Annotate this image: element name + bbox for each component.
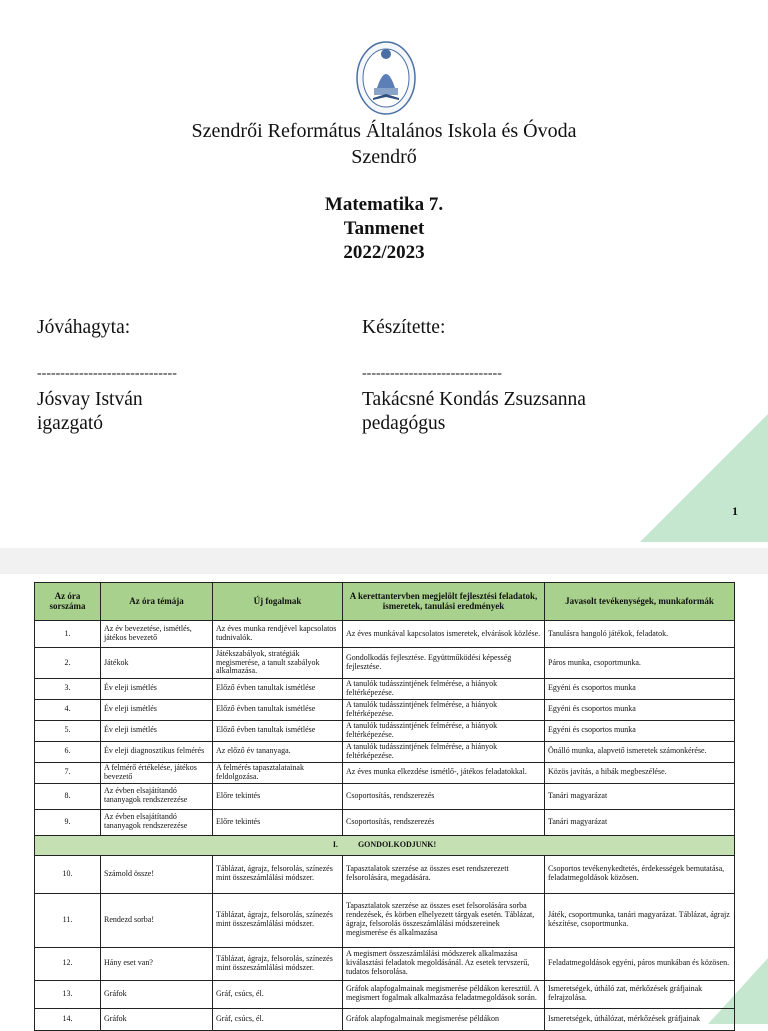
- cell-activities: Egyéni és csoportos munka: [545, 699, 735, 720]
- cell-development-goals: Gráfok alapfogalmainak megismerése példákon keresztül. A megismert fogalmak alkalmazása feladatmegoldások során.: [343, 980, 545, 1008]
- cell-development-goals: Csoportosítás, rendszerezés: [343, 783, 545, 809]
- signature-line-right: ------------------------------: [362, 366, 502, 381]
- table-header-row: [35, 583, 735, 621]
- table-row: [35, 762, 735, 783]
- table-row: [35, 980, 735, 1008]
- cell-lesson-number: 11.: [35, 893, 101, 947]
- header-activities: Javasolt tevékenységek, munkaformák: [545, 583, 735, 621]
- cell-development-goals: A tanulók tudásszintjének felmérése, a hiányok feltérképezése.: [343, 699, 545, 720]
- school-year: 2022/2023: [343, 242, 425, 263]
- cell-lesson-topic: Év eleji ismétlés: [101, 720, 213, 741]
- cell-activities: Közös javítás, a hibák megbeszélése.: [545, 762, 735, 783]
- school-seal-logo: [355, 40, 417, 120]
- cell-new-concepts: Előző évben tanultak ismétlése: [213, 720, 343, 741]
- principal-name: Jósvay István: [37, 389, 143, 410]
- cell-lesson-number: 12.: [35, 947, 101, 980]
- cell-new-concepts: Táblázat, ágrajz, felsorolás, színezés mint összeszámlálási módszer.: [213, 893, 343, 947]
- cell-lesson-number: 10.: [35, 855, 101, 893]
- table-row: [35, 809, 735, 835]
- institution-name: Szendrői Református Általános Iskola és Óvoda: [191, 120, 577, 142]
- cell-activities: Tanári magyarázat: [545, 783, 735, 809]
- cell-activities: Feladatmegoldások egyéni, páros munkában és közösen.: [545, 947, 735, 980]
- cell-new-concepts: A felmérés tapasztalatainak feldolgozása.: [213, 762, 343, 783]
- cell-lesson-number: 4.: [35, 699, 101, 720]
- cell-development-goals: Csoportosítás, rendszerezés: [343, 809, 545, 835]
- cell-activities: Csoportos tevékenykedtetés, érdekességek bemutatása, feladatmegoldások közösen.: [545, 855, 735, 893]
- institution-town: Szendrő: [351, 146, 417, 168]
- cell-lesson-number: 5.: [35, 720, 101, 741]
- cell-lesson-number: 2.: [35, 648, 101, 679]
- cell-lesson-topic: Az évben elsajátítandó tananyagok rendszerezése: [101, 809, 213, 835]
- table-row: [35, 893, 735, 947]
- header-lesson-topic: Az óra témája: [101, 583, 213, 621]
- cell-new-concepts: Az éves munka rendjével kapcsolatos tudnivalók.: [213, 621, 343, 648]
- table-row: [35, 855, 735, 893]
- lesson-plan-table: [34, 582, 735, 1031]
- cell-development-goals: Az éves munkával kapcsolatos ismeretek, elvárások közlése.: [343, 621, 545, 648]
- cell-lesson-number: 8.: [35, 783, 101, 809]
- prepared-by-label: Készítette:: [362, 317, 446, 338]
- teacher-name: Takácsné Kondás Zsuzsanna: [362, 389, 586, 410]
- cell-activities: Egyéni és csoportos munka: [545, 720, 735, 741]
- cell-new-concepts: Előző évben tanultak ismétlése: [213, 699, 343, 720]
- table-row: [35, 699, 735, 720]
- cell-activities: Páros munka, csoportmunka.: [545, 648, 735, 679]
- section-numeral: I.: [332, 839, 338, 849]
- cell-activities: Ismeretségek, úthálózat, mérkőzések gráfjainak: [545, 1008, 735, 1030]
- cell-development-goals: A megismert összeszámlálási módszerek alkalmazása kiválasztási feladatok megoldásánál. Az esetek tervszerű, tudatos felsorolása.: [343, 947, 545, 980]
- cell-lesson-number: 13.: [35, 980, 101, 1008]
- cell-lesson-topic: Év eleji ismétlés: [101, 679, 213, 700]
- cell-new-concepts: Táblázat, ágrajz, felsorolás, színezés mint összeszámlálási módszer.: [213, 855, 343, 893]
- cell-new-concepts: Játékszabályok, stratégiák megismerése, a tanult szabályok alkalmazása.: [213, 648, 343, 679]
- cell-development-goals: Az éves munka elkezdése ismétlő-, játékos feladatokkal.: [343, 762, 545, 783]
- cell-lesson-topic: Számold össze!: [101, 855, 213, 893]
- cell-new-concepts: Előző évben tanultak ismétlése: [213, 679, 343, 700]
- cell-development-goals: Tapasztalatok szerzése az összes eset rendszerezett felsorolására, megadására.: [343, 855, 545, 893]
- page-number: 1: [732, 504, 738, 518]
- cell-lesson-number: 6.: [35, 741, 101, 762]
- cell-lesson-topic: Hány eset van?: [101, 947, 213, 980]
- cell-lesson-topic: Gráfok: [101, 980, 213, 1008]
- cell-lesson-topic: Rendezd sorba!: [101, 893, 213, 947]
- section-title: GONDOLKODJUNK!: [357, 839, 437, 849]
- decorative-triangle: [640, 414, 768, 544]
- cell-lesson-number: 1.: [35, 621, 101, 648]
- cell-new-concepts: Gráf, csúcs, él.: [213, 980, 343, 1008]
- cell-lesson-number: 3.: [35, 679, 101, 700]
- cell-activities: Egyéni és csoportos munka: [545, 679, 735, 700]
- cell-activities: Ismeretségek, útháló zat, mérkőzések gráfjainak felrajzolása.: [545, 980, 735, 1008]
- cell-activities: Tanulásra hangoló játékok, feladatok.: [545, 621, 735, 648]
- cell-lesson-topic: Az év bevezetése, ismétlés, játékos bevezető: [101, 621, 213, 648]
- cell-lesson-number: 7.: [35, 762, 101, 783]
- cell-lesson-topic: Gráfok: [101, 1008, 213, 1030]
- cell-development-goals: A tanulók tudásszintjének felmérése, a hiányok feltérképezése.: [343, 679, 545, 700]
- page-gap: [0, 548, 768, 574]
- cell-lesson-topic: Év eleji ismétlés: [101, 699, 213, 720]
- document-type: Tanmenet: [343, 218, 425, 239]
- table-row: [35, 1008, 735, 1030]
- table-row: [35, 947, 735, 980]
- table-row: [35, 648, 735, 679]
- cell-lesson-topic: Év eleji diagnosztikus felmérés: [101, 741, 213, 762]
- signature-line-left: ------------------------------: [37, 366, 177, 381]
- cell-activities: Önálló munka, alapvető ismeretek számonkérése.: [545, 741, 735, 762]
- cell-lesson-topic: Az évben elsajátítandó tananyagok rendszerezése: [101, 783, 213, 809]
- header-lesson-number: Az óra sorszáma: [35, 583, 101, 621]
- teacher-role: pedagógus: [362, 413, 446, 434]
- approved-by-label: Jóváhagyta:: [37, 317, 131, 338]
- cell-new-concepts: Táblázat, ágrajz, felsorolás, színezés mint összeszámlálási módszer.: [213, 947, 343, 980]
- header-development-goals: A kerettantervben megjelölt fejlesztési feladatok, ismeretek, tanulási eredmények: [343, 583, 545, 621]
- cell-lesson-topic: A felmérő értékelése, játékos bevezető: [101, 762, 213, 783]
- principal-role: igazgató: [37, 413, 104, 434]
- cell-lesson-number: 14.: [35, 1008, 101, 1030]
- cell-activities: Játék, csoportmunka, tanári magyarázat. Táblázat, ágrajz készítése, csoportmunka.: [545, 893, 735, 947]
- cell-development-goals: Gráfok alapfogalmainak megismerése példákon: [343, 1008, 545, 1030]
- table-row: [35, 679, 735, 700]
- cell-new-concepts: Az előző év tananyaga.: [213, 741, 343, 762]
- section-row: [35, 835, 735, 855]
- cell-activities: Tanári magyarázat: [545, 809, 735, 835]
- cell-development-goals: Tapasztalatok szerzése az összes eset felsorolására sorba rendezések, és körben elhelyezett tárgyak esetén. Táblázat, ágrajz, felsorolás összeszámlálási módszereinek megismerése és alkalmazása: [343, 893, 545, 947]
- cell-development-goals: A tanulók tudásszintjének felmérése, a hiányok feltérképezése.: [343, 741, 545, 762]
- cell-new-concepts: Előre tekintés: [213, 783, 343, 809]
- table-row: [35, 720, 735, 741]
- table-row: [35, 621, 735, 648]
- cell-development-goals: Gondolkodás fejlesztése. Együttműködési képesség fejlesztése.: [343, 648, 545, 679]
- cell-new-concepts: Gráf, csúcs, él.: [213, 1008, 343, 1030]
- cell-development-goals: A tanulók tudásszintjének felmérése, a hiányok feltérképezése.: [343, 720, 545, 741]
- cell-new-concepts: Előre tekintés: [213, 809, 343, 835]
- table-row: [35, 783, 735, 809]
- header-new-concepts: Új fogalmak: [213, 583, 343, 621]
- subject-title: Matematika 7.: [324, 194, 444, 215]
- table-row: [35, 741, 735, 762]
- cell-lesson-topic: Játékok: [101, 648, 213, 679]
- cell-lesson-number: 9.: [35, 809, 101, 835]
